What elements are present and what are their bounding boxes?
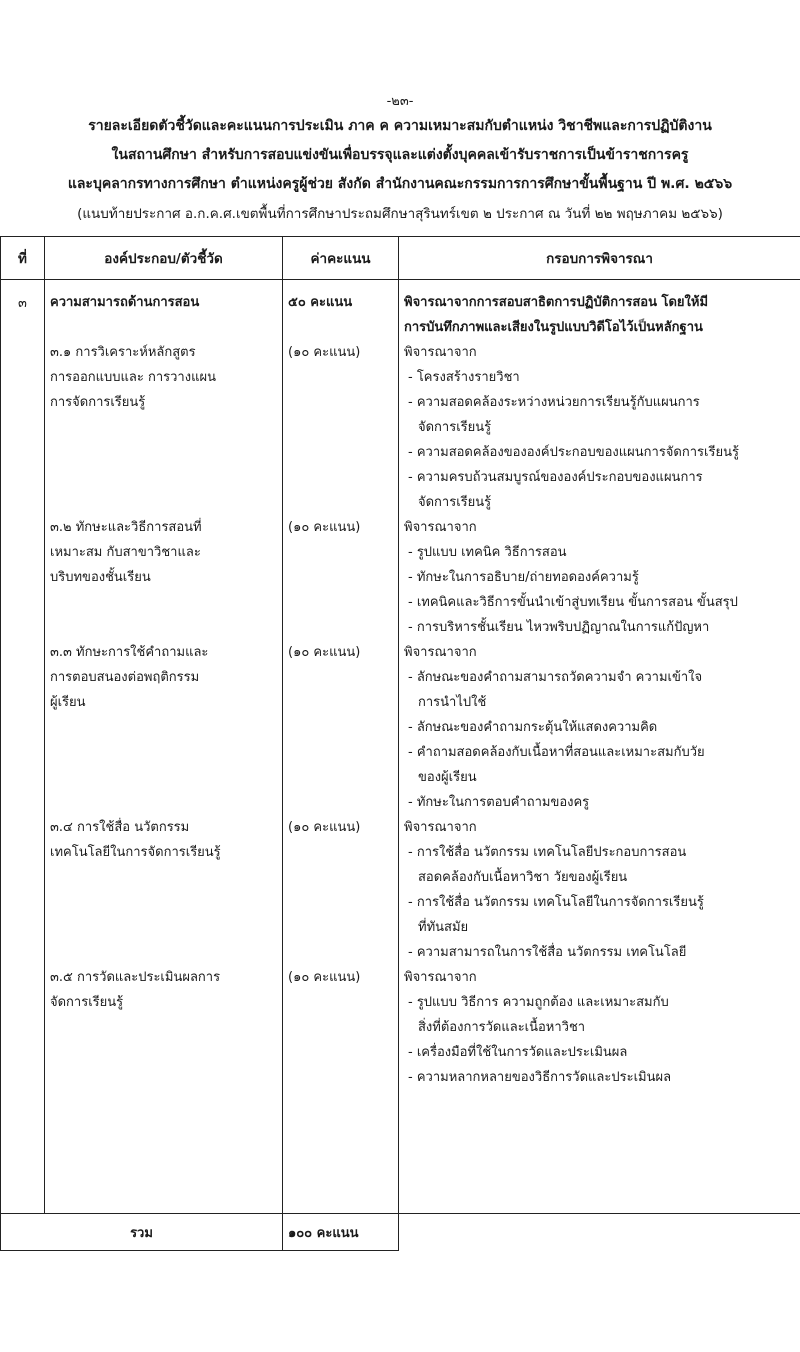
frame-bullet: - ทักษะในการตอบคำถามของครู [408,795,590,810]
component-item-3 [50,640,277,815]
frame-bullet: - รูปแบบ วิธีการ ความถูกต้อง และเหมาะสมกับ สิ่งที่ต้องการวัดและเนื้อหาวิชา [408,995,669,1035]
total-frame-empty [399,1214,800,1251]
component-line: ๓.๕ การวัดและประเมินผลการ [50,970,221,985]
frame-bullet: - ลักษณะของคำถามกระตุ้นให้แสดงความคิด [408,720,658,735]
main-frame-line: การบันทึกภาพและเสียงในรูปแบบวิดีโอไว้เป็นหลักฐาน [404,320,703,335]
main-score: ๕๐ คะแนน [288,295,353,310]
component-item-1 [50,340,277,515]
component-item-5 [50,965,277,1015]
component-line: การตอบสนองต่อพฤติกรรม [50,670,200,685]
component-line: จัดการเรียนรู้ [50,995,124,1010]
frame-bullet: - ความสามารถในการใช้สื่อ นวัตกรรม เทคโนโลยี [408,945,687,960]
item-score: (๑๐ คะแนน) [288,645,361,660]
frame-intro: พิจารณาจาก [404,970,477,985]
frame-bullet: - เทคนิคและวิธีการขั้นนำเข้าสู่บทเรียน ขั้นการสอน ขั้นสรุป [408,595,738,610]
title-line-2: ในสถานศึกษา สำหรับการสอบแข่งขันเพื่อบรรจุและแต่งตั้งบุคคลเข้ารับราชการเป็นข้าราชการครู [111,147,689,163]
item-score: (๑๐ คะแนน) [288,520,361,535]
title-line-1: รายละเอียดตัวชี้วัดและคะแนนการประเมิน ภาค ค ความเหมาะสมกับตำแหน่ง วิชาชีพและการปฏิบัติงาน [88,118,712,134]
frame-bullet: - ลักษณะของคำถามสามารถวัดความจำ ความเข้าใจ การนำไปใช้ [408,670,703,710]
item-score: (๑๐ คะแนน) [288,345,361,360]
frame-intro: พิจารณาจาก [404,820,477,835]
page-number: -๒๓- [386,94,414,109]
frame-bullet: - ความครบถ้วนสมบูรณ์ขององค์ประกอบของแผนการ จัดการเรียนรู้ [408,470,703,510]
component-line: ๓.๓ ทักษะการใช้คำถามและ [50,645,209,660]
component-line: เหมาะสม กับสาขาวิชาและ [50,545,201,560]
component-line: การจัดการเรียนรู้ [50,395,146,410]
total-label: รวม [1,1214,283,1251]
total-score: ๑๐๐ คะแนน [283,1214,399,1251]
frame-bullet: - โครงสร้างรายวิชา [408,370,520,385]
title-line-4: (แนบท้ายประกาศ อ.ก.ค.ศ.เขตพื้นที่การศึกษาประถมศึกษาสุรินทร์เขต ๒ ประกาศ ณ วันที่ ๒๒ พฤษภาคม ๒๕๖๖) [77,206,723,222]
frame-bullet: - ความสอดคล้องขององค์ประกอบของแผนการจัดการเรียนรู้ [408,445,739,460]
component-item-4 [50,815,277,965]
component-line: ๓.๑ การวิเคราะห์หลักสูตร [50,345,196,360]
frame-bullet: - รูปแบบ เทคนิค วิธีการสอน [408,545,567,560]
score-cell [283,280,399,1214]
frame-bullet: - ทักษะในการอธิบาย/ถ่ายทอดองค์ความรู้ [408,570,639,585]
component-line: เทคโนโลยีในการจัดการเรียนรู้ [50,845,221,860]
component-line: การออกแบบและ การวางแผน [50,370,216,385]
component-line: บริบทของชั้นเรียน [50,570,151,585]
frame-intro: พิจารณาจาก [404,645,477,660]
frame-bullet: - คำถามสอดคล้องกับเนื้อหาที่สอนและเหมาะสมกับวัย ของผู้เรียน [408,745,705,785]
component-line: ผู้เรียน [50,695,86,710]
table-header-row [1,237,800,280]
frame-bullet: - เครื่องมือที่ใช้ในการวัดและประเมินผล [408,1045,628,1060]
frame-bullet: - การใช้สื่อ นวัตกรรม เทคโนโลยีประกอบการสอน สอดคล้องกับเนื้อหาวิชา วัยของผู้เรียน [408,845,687,885]
total-row [1,1214,800,1251]
frame-intro: พิจารณาจาก [404,520,477,535]
frame-intro: พิจารณาจาก [404,345,477,360]
item-score: (๑๐ คะแนน) [288,820,361,835]
component-line: ๓.๒ ทักษะและวิธีการสอนที่ [50,520,202,535]
row-number: ๓ [1,280,45,1214]
header-no: ที่ [1,237,45,280]
component-cell [45,280,283,1214]
table-row [1,280,800,1214]
component-item-2 [50,515,277,640]
header-component: องค์ประกอบ/ตัวชี้วัด [45,237,283,280]
criteria-table [0,236,800,1251]
component-line: ๓.๔ การใช้สื่อ นวัตกรรม [50,820,190,835]
frame-bullet: - ความสอดคล้องระหว่างหน่วยการเรียนรู้กับแผนการ จัดการเรียนรู้ [408,395,700,435]
item-score: (๑๐ คะแนน) [288,970,361,985]
header-frame: กรอบการพิจารณา [399,237,800,280]
header-score: ค่าคะแนน [283,237,399,280]
main-component: ความสามารถด้านการสอน [50,295,200,310]
frame-cell [399,280,800,1214]
frame-bullet: - การบริหารชั้นเรียน ไหวพริบปฏิญาณในการแก้ปัญหา [408,620,710,635]
frame-bullet: - การใช้สื่อ นวัตกรรม เทคโนโลยีในการจัดการเรียนรู้ ที่ทันสมัย [408,895,704,935]
frame-bullet: - ความหลากหลายของวิธีการวัดและประเมินผล [408,1070,672,1085]
main-frame-line: พิจารณาจากการสอบสาธิตการปฏิบัติการสอน โดยให้มี [404,295,709,310]
title-line-3: และบุคลากรทางการศึกษา ตำแหน่งครูผู้ช่วย สังกัด สำนักงานคณะกรรมการการศึกษาขั้นพื้นฐาน ปี พ.ศ. ๒๕๖๖ [67,176,733,192]
